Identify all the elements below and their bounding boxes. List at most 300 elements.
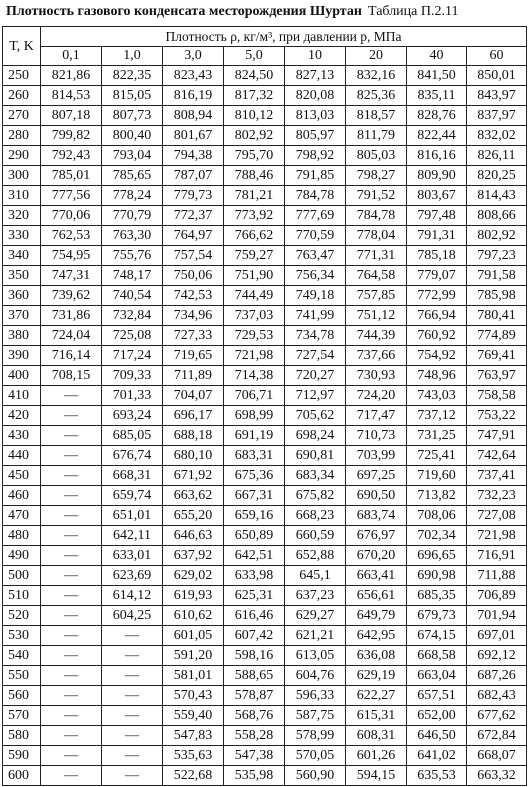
temperature-cell: 540 (3, 646, 41, 666)
density-cell: 568,76 (224, 706, 285, 726)
density-cell: — (102, 646, 163, 666)
temperature-header: T, K (3, 27, 41, 66)
density-cell: 697,01 (467, 626, 527, 646)
table-row (3, 86, 527, 106)
density-cell: 737,03 (224, 306, 285, 326)
temperature-cell: 390 (3, 346, 41, 366)
density-cell: — (41, 626, 102, 646)
density-cell: 770,79 (102, 206, 163, 226)
density-cell: 578,87 (224, 686, 285, 706)
density-cell: 663,62 (163, 486, 224, 506)
table-row (3, 306, 527, 326)
density-cell: 750,06 (163, 266, 224, 286)
density-cell: 587,75 (285, 706, 346, 726)
density-cell: 755,76 (102, 246, 163, 266)
temperature-cell: 330 (3, 226, 41, 246)
table-body (3, 66, 527, 786)
density-cell: 832,16 (346, 66, 407, 86)
density-cell: 771,31 (346, 246, 407, 266)
density-cell: — (41, 726, 102, 746)
density-cell: 843,97 (467, 86, 527, 106)
density-cell: 817,32 (224, 86, 285, 106)
table-row (3, 186, 527, 206)
density-cell: — (41, 406, 102, 426)
density-cell: 693,24 (102, 406, 163, 426)
density-cell: 610,62 (163, 606, 224, 626)
density-cell: 764,58 (346, 266, 407, 286)
density-cell: 629,19 (346, 666, 407, 686)
density-cell: 832,02 (467, 126, 527, 146)
density-cell: 702,34 (407, 526, 467, 546)
table-row (3, 626, 527, 646)
density-cell: 805,97 (285, 126, 346, 146)
density-cell: — (41, 646, 102, 666)
density-cell: 764,97 (163, 226, 224, 246)
density-cell: 795,70 (224, 146, 285, 166)
temperature-cell: 460 (3, 486, 41, 506)
density-cell: 674,15 (407, 626, 467, 646)
temperature-cell: 340 (3, 246, 41, 266)
density-cell: — (41, 386, 102, 406)
density-cell: — (41, 466, 102, 486)
density-cell: 801,67 (163, 126, 224, 146)
density-cell: 802,92 (224, 126, 285, 146)
density-cell: 677,62 (467, 706, 527, 726)
density-cell: 629,27 (285, 606, 346, 626)
density-cell: 675,36 (224, 466, 285, 486)
density-cell: 802,92 (467, 226, 527, 246)
density-cell: 578,99 (285, 726, 346, 746)
density-cell: 716,14 (41, 346, 102, 366)
temperature-cell: 450 (3, 466, 41, 486)
table-row (3, 586, 527, 606)
density-cell: 619,93 (163, 586, 224, 606)
density-cell: 614,12 (102, 586, 163, 606)
density-cell: 646,50 (407, 726, 467, 746)
density-cell: 770,06 (41, 206, 102, 226)
temperature-cell: 400 (3, 366, 41, 386)
density-cell: 560,90 (285, 766, 346, 786)
density-cell: 719,65 (163, 346, 224, 366)
density-cell: — (41, 506, 102, 526)
density-cell: 522,68 (163, 766, 224, 786)
density-cell: 725,41 (407, 446, 467, 466)
density-cell: 749,18 (285, 286, 346, 306)
density-cell: — (102, 666, 163, 686)
density-cell: 769,41 (467, 346, 527, 366)
density-cell: 615,31 (346, 706, 407, 726)
density-cell: 759,27 (224, 246, 285, 266)
temperature-cell: 350 (3, 266, 41, 286)
temperature-cell: 280 (3, 126, 41, 146)
temperature-cell: 370 (3, 306, 41, 326)
temperature-cell: 590 (3, 746, 41, 766)
pressure-header-cell: 5,0 (224, 46, 285, 66)
density-cell: 641,02 (407, 746, 467, 766)
density-cell: 558,28 (224, 726, 285, 746)
temperature-cell: 480 (3, 526, 41, 546)
density-cell: 547,83 (163, 726, 224, 746)
density-table (2, 26, 527, 786)
density-cell: 714,38 (224, 366, 285, 386)
density-cell: 652,00 (407, 706, 467, 726)
density-cell: — (41, 546, 102, 566)
density-cell: 793,04 (102, 146, 163, 166)
table-row (3, 246, 527, 266)
table-row (3, 386, 527, 406)
density-cell: 701,33 (102, 386, 163, 406)
table-row (3, 706, 527, 726)
density-cell: 701,94 (467, 606, 527, 626)
density-cell: 730,93 (346, 366, 407, 386)
density-cell: 685,05 (102, 426, 163, 446)
density-cell: — (102, 626, 163, 646)
density-cell: 645,1 (285, 566, 346, 586)
density-cell: — (102, 726, 163, 746)
density-cell: 668,58 (407, 646, 467, 666)
density-cell: 621,21 (285, 626, 346, 646)
density-cell: 825,36 (346, 86, 407, 106)
density-cell: 629,02 (163, 566, 224, 586)
density-cell: 535,98 (224, 766, 285, 786)
density-cell: — (41, 706, 102, 726)
density-cell: 807,18 (41, 106, 102, 126)
density-cell: 766,62 (224, 226, 285, 246)
temperature-cell: 490 (3, 546, 41, 566)
density-cell: 676,74 (102, 446, 163, 466)
table-row (3, 146, 527, 166)
density-cell: 837,97 (467, 106, 527, 126)
temperature-cell: 310 (3, 186, 41, 206)
density-cell: 687,26 (467, 666, 527, 686)
density-cell: — (102, 766, 163, 786)
pressure-header-cell: 0,1 (41, 46, 102, 66)
density-cell: — (41, 766, 102, 786)
table-row (3, 666, 527, 686)
density-cell: 734,78 (285, 326, 346, 346)
density-cell: 656,61 (346, 586, 407, 606)
table-row (3, 166, 527, 186)
density-cell: 711,88 (467, 566, 527, 586)
density-cell: 808,66 (467, 206, 527, 226)
density-cell: 784,78 (346, 206, 407, 226)
density-cell: 785,18 (407, 246, 467, 266)
table-row (3, 746, 527, 766)
density-cell: 772,37 (163, 206, 224, 226)
temperature-cell: 320 (3, 206, 41, 226)
density-cell: 773,92 (224, 206, 285, 226)
density-cell: 667,31 (224, 486, 285, 506)
density-cell: 822,35 (102, 66, 163, 86)
density-cell: 803,67 (407, 186, 467, 206)
table-row (3, 546, 527, 566)
density-cell: — (41, 746, 102, 766)
density-cell: 754,92 (407, 346, 467, 366)
density-cell: 754,95 (41, 246, 102, 266)
density-cell: 676,97 (346, 526, 407, 546)
density-cell: 668,07 (467, 746, 527, 766)
density-cell: 744,49 (224, 286, 285, 306)
table-row (3, 486, 527, 506)
density-cell: 763,30 (102, 226, 163, 246)
density-cell: 814,53 (41, 86, 102, 106)
table-row (3, 106, 527, 126)
density-cell: — (41, 426, 102, 446)
density-cell: 809,90 (407, 166, 467, 186)
density-cell: 721,98 (224, 346, 285, 366)
table-row (3, 606, 527, 626)
table-row (3, 286, 527, 306)
density-cell: 778,04 (346, 226, 407, 246)
density-cell: 731,25 (407, 426, 467, 446)
table-title: Плотность газового конденсата месторождения Шуртан (6, 4, 362, 19)
density-cell: 820,08 (285, 86, 346, 106)
temperature-cell: 250 (3, 66, 41, 86)
density-cell: 712,97 (285, 386, 346, 406)
temperature-cell: 380 (3, 326, 41, 346)
density-cell: 739,62 (41, 286, 102, 306)
temperature-cell: 470 (3, 506, 41, 526)
density-cell: 791,31 (407, 226, 467, 246)
density-cell: 601,05 (163, 626, 224, 646)
density-cell: 826,11 (467, 146, 527, 166)
density-cell: 646,63 (163, 526, 224, 546)
table-caption (6, 4, 526, 24)
density-cell: 594,15 (346, 766, 407, 786)
density-cell: 744,39 (346, 326, 407, 346)
density-cell: 649,79 (346, 606, 407, 626)
density-cell: 747,91 (467, 426, 527, 446)
density-cell: 788,46 (224, 166, 285, 186)
density-cell: 814,43 (467, 186, 527, 206)
table-row (3, 686, 527, 706)
density-cell: — (41, 446, 102, 466)
density-cell: 720,27 (285, 366, 346, 386)
density-cell: 651,01 (102, 506, 163, 526)
density-cell: 663,41 (346, 566, 407, 586)
density-cell: — (41, 526, 102, 546)
table-row (3, 346, 527, 366)
density-cell: 685,35 (407, 586, 467, 606)
density-cell: 779,73 (163, 186, 224, 206)
table-row (3, 206, 527, 226)
table-row (3, 726, 527, 746)
density-cell: — (41, 586, 102, 606)
density-cell: 717,24 (102, 346, 163, 366)
density-cell: 633,98 (224, 566, 285, 586)
density-cell: 724,20 (346, 386, 407, 406)
density-cell: 751,90 (224, 266, 285, 286)
temperature-cell: 260 (3, 86, 41, 106)
density-cell: 623,69 (102, 566, 163, 586)
density-cell: 559,40 (163, 706, 224, 726)
pressure-header-cell: 20 (346, 46, 407, 66)
density-cell: 668,23 (285, 506, 346, 526)
density-cell: 725,08 (102, 326, 163, 346)
density-cell: — (102, 746, 163, 766)
table-row (3, 766, 527, 786)
density-cell: 581,01 (163, 666, 224, 686)
temperature-cell: 550 (3, 666, 41, 686)
density-cell: 607,42 (224, 626, 285, 646)
density-cell: 757,85 (346, 286, 407, 306)
density-cell: 822,44 (407, 126, 467, 146)
density-cell: 679,73 (407, 606, 467, 626)
density-cell: 816,19 (163, 86, 224, 106)
pressure-header-cell: 60 (467, 46, 527, 66)
density-cell: 698,24 (285, 426, 346, 446)
density-cell: 708,15 (41, 366, 102, 386)
density-cell: 671,92 (163, 466, 224, 486)
density-cell: 791,58 (467, 266, 527, 286)
table-row (3, 566, 527, 586)
density-cell: 721,98 (467, 526, 527, 546)
density-cell: 690,98 (407, 566, 467, 586)
table-row (3, 406, 527, 426)
density-cell: 604,76 (285, 666, 346, 686)
density-cell: 807,73 (102, 106, 163, 126)
density-cell: 570,43 (163, 686, 224, 706)
density-cell: 740,54 (102, 286, 163, 306)
density-cell: 716,91 (467, 546, 527, 566)
density-cell: 742,64 (467, 446, 527, 466)
density-cell: 591,20 (163, 646, 224, 666)
density-cell: 672,84 (467, 726, 527, 746)
density-cell: 690,81 (285, 446, 346, 466)
density-cell: 659,74 (102, 486, 163, 506)
table-row (3, 226, 527, 246)
density-cell: 652,88 (285, 546, 346, 566)
density-cell: 637,92 (163, 546, 224, 566)
density-cell: 692,12 (467, 646, 527, 666)
density-cell: 835,11 (407, 86, 467, 106)
density-cell: 675,82 (285, 486, 346, 506)
density-cell: 570,05 (285, 746, 346, 766)
density-cell: 742,53 (163, 286, 224, 306)
density-cell: 663,32 (467, 766, 527, 786)
density-cell: 772,99 (407, 286, 467, 306)
density-cell: 763,47 (285, 246, 346, 266)
density-cell: 805,03 (346, 146, 407, 166)
temperature-cell: 600 (3, 766, 41, 786)
density-cell: 753,22 (467, 406, 527, 426)
density-cell: 758,58 (467, 386, 527, 406)
pressure-header-row (3, 46, 527, 66)
density-cell: 791,52 (346, 186, 407, 206)
temperature-cell: 560 (3, 686, 41, 706)
density-cell: 824,50 (224, 66, 285, 86)
density-cell: 625,31 (224, 586, 285, 606)
density-cell: 743,03 (407, 386, 467, 406)
density-cell: 655,20 (163, 506, 224, 526)
density-cell: 535,63 (163, 746, 224, 766)
density-cell: 727,33 (163, 326, 224, 346)
density-cell: 766,94 (407, 306, 467, 326)
density-cell: 704,07 (163, 386, 224, 406)
density-cell: 787,07 (163, 166, 224, 186)
temperature-cell: 500 (3, 566, 41, 586)
density-cell: 799,82 (41, 126, 102, 146)
density-cell: 711,89 (163, 366, 224, 386)
density-cell: 683,31 (224, 446, 285, 466)
density-cell: 779,07 (407, 266, 467, 286)
density-cell: 713,82 (407, 486, 467, 506)
density-cell: 637,23 (285, 586, 346, 606)
table-row (3, 446, 527, 466)
density-cell: 785,01 (41, 166, 102, 186)
density-cell: 816,16 (407, 146, 467, 166)
density-cell: 690,50 (346, 486, 407, 506)
density-cell: 762,53 (41, 226, 102, 246)
density-cell: 608,31 (346, 726, 407, 746)
density-cell: 698,99 (224, 406, 285, 426)
density-cell: 821,86 (41, 66, 102, 86)
density-cell: 696,65 (407, 546, 467, 566)
density-cell: 732,84 (102, 306, 163, 326)
table-number: Таблица П.2.11 (368, 4, 459, 19)
table-row (3, 466, 527, 486)
temperature-cell: 530 (3, 626, 41, 646)
density-cell: 827,13 (285, 66, 346, 86)
temperature-cell: 430 (3, 426, 41, 446)
pressure-header-cell: 3,0 (163, 46, 224, 66)
density-cell: 710,73 (346, 426, 407, 446)
density-cell: 635,53 (407, 766, 467, 786)
table-row (3, 266, 527, 286)
density-cell: 709,33 (102, 366, 163, 386)
table-row (3, 506, 527, 526)
density-header: Плотность ρ, кг/м³, при давлении p, МПа (41, 27, 527, 47)
density-cell: 763,97 (467, 366, 527, 386)
density-cell: 777,56 (41, 186, 102, 206)
density-cell: 780,41 (467, 306, 527, 326)
density-cell: 598,16 (224, 646, 285, 666)
pressure-header-cell: 1,0 (102, 46, 163, 66)
temperature-cell: 360 (3, 286, 41, 306)
density-cell: 691,19 (224, 426, 285, 446)
density-cell: 800,40 (102, 126, 163, 146)
density-cell: 717,47 (346, 406, 407, 426)
density-cell: 732,23 (467, 486, 527, 506)
density-cell: 811,79 (346, 126, 407, 146)
density-cell: 778,24 (102, 186, 163, 206)
temperature-cell: 570 (3, 706, 41, 726)
table-row (3, 326, 527, 346)
density-cell: 791,85 (285, 166, 346, 186)
density-cell: 703,99 (346, 446, 407, 466)
density-cell: 798,27 (346, 166, 407, 186)
density-cell: 724,04 (41, 326, 102, 346)
density-cell: 808,94 (163, 106, 224, 126)
density-cell: 668,31 (102, 466, 163, 486)
density-cell: — (102, 686, 163, 706)
density-cell: 680,10 (163, 446, 224, 466)
density-cell: 670,20 (346, 546, 407, 566)
temperature-cell: 300 (3, 166, 41, 186)
density-cell: 813,03 (285, 106, 346, 126)
density-cell: 820,25 (467, 166, 527, 186)
density-cell: 622,27 (346, 686, 407, 706)
density-cell: 659,16 (224, 506, 285, 526)
density-cell: 547,38 (224, 746, 285, 766)
table-row (3, 526, 527, 546)
density-cell: 642,11 (102, 526, 163, 546)
density-cell: 705,62 (285, 406, 346, 426)
table-row (3, 126, 527, 146)
density-cell: 588,65 (224, 666, 285, 686)
density-cell: 737,41 (467, 466, 527, 486)
density-cell: 596,33 (285, 686, 346, 706)
